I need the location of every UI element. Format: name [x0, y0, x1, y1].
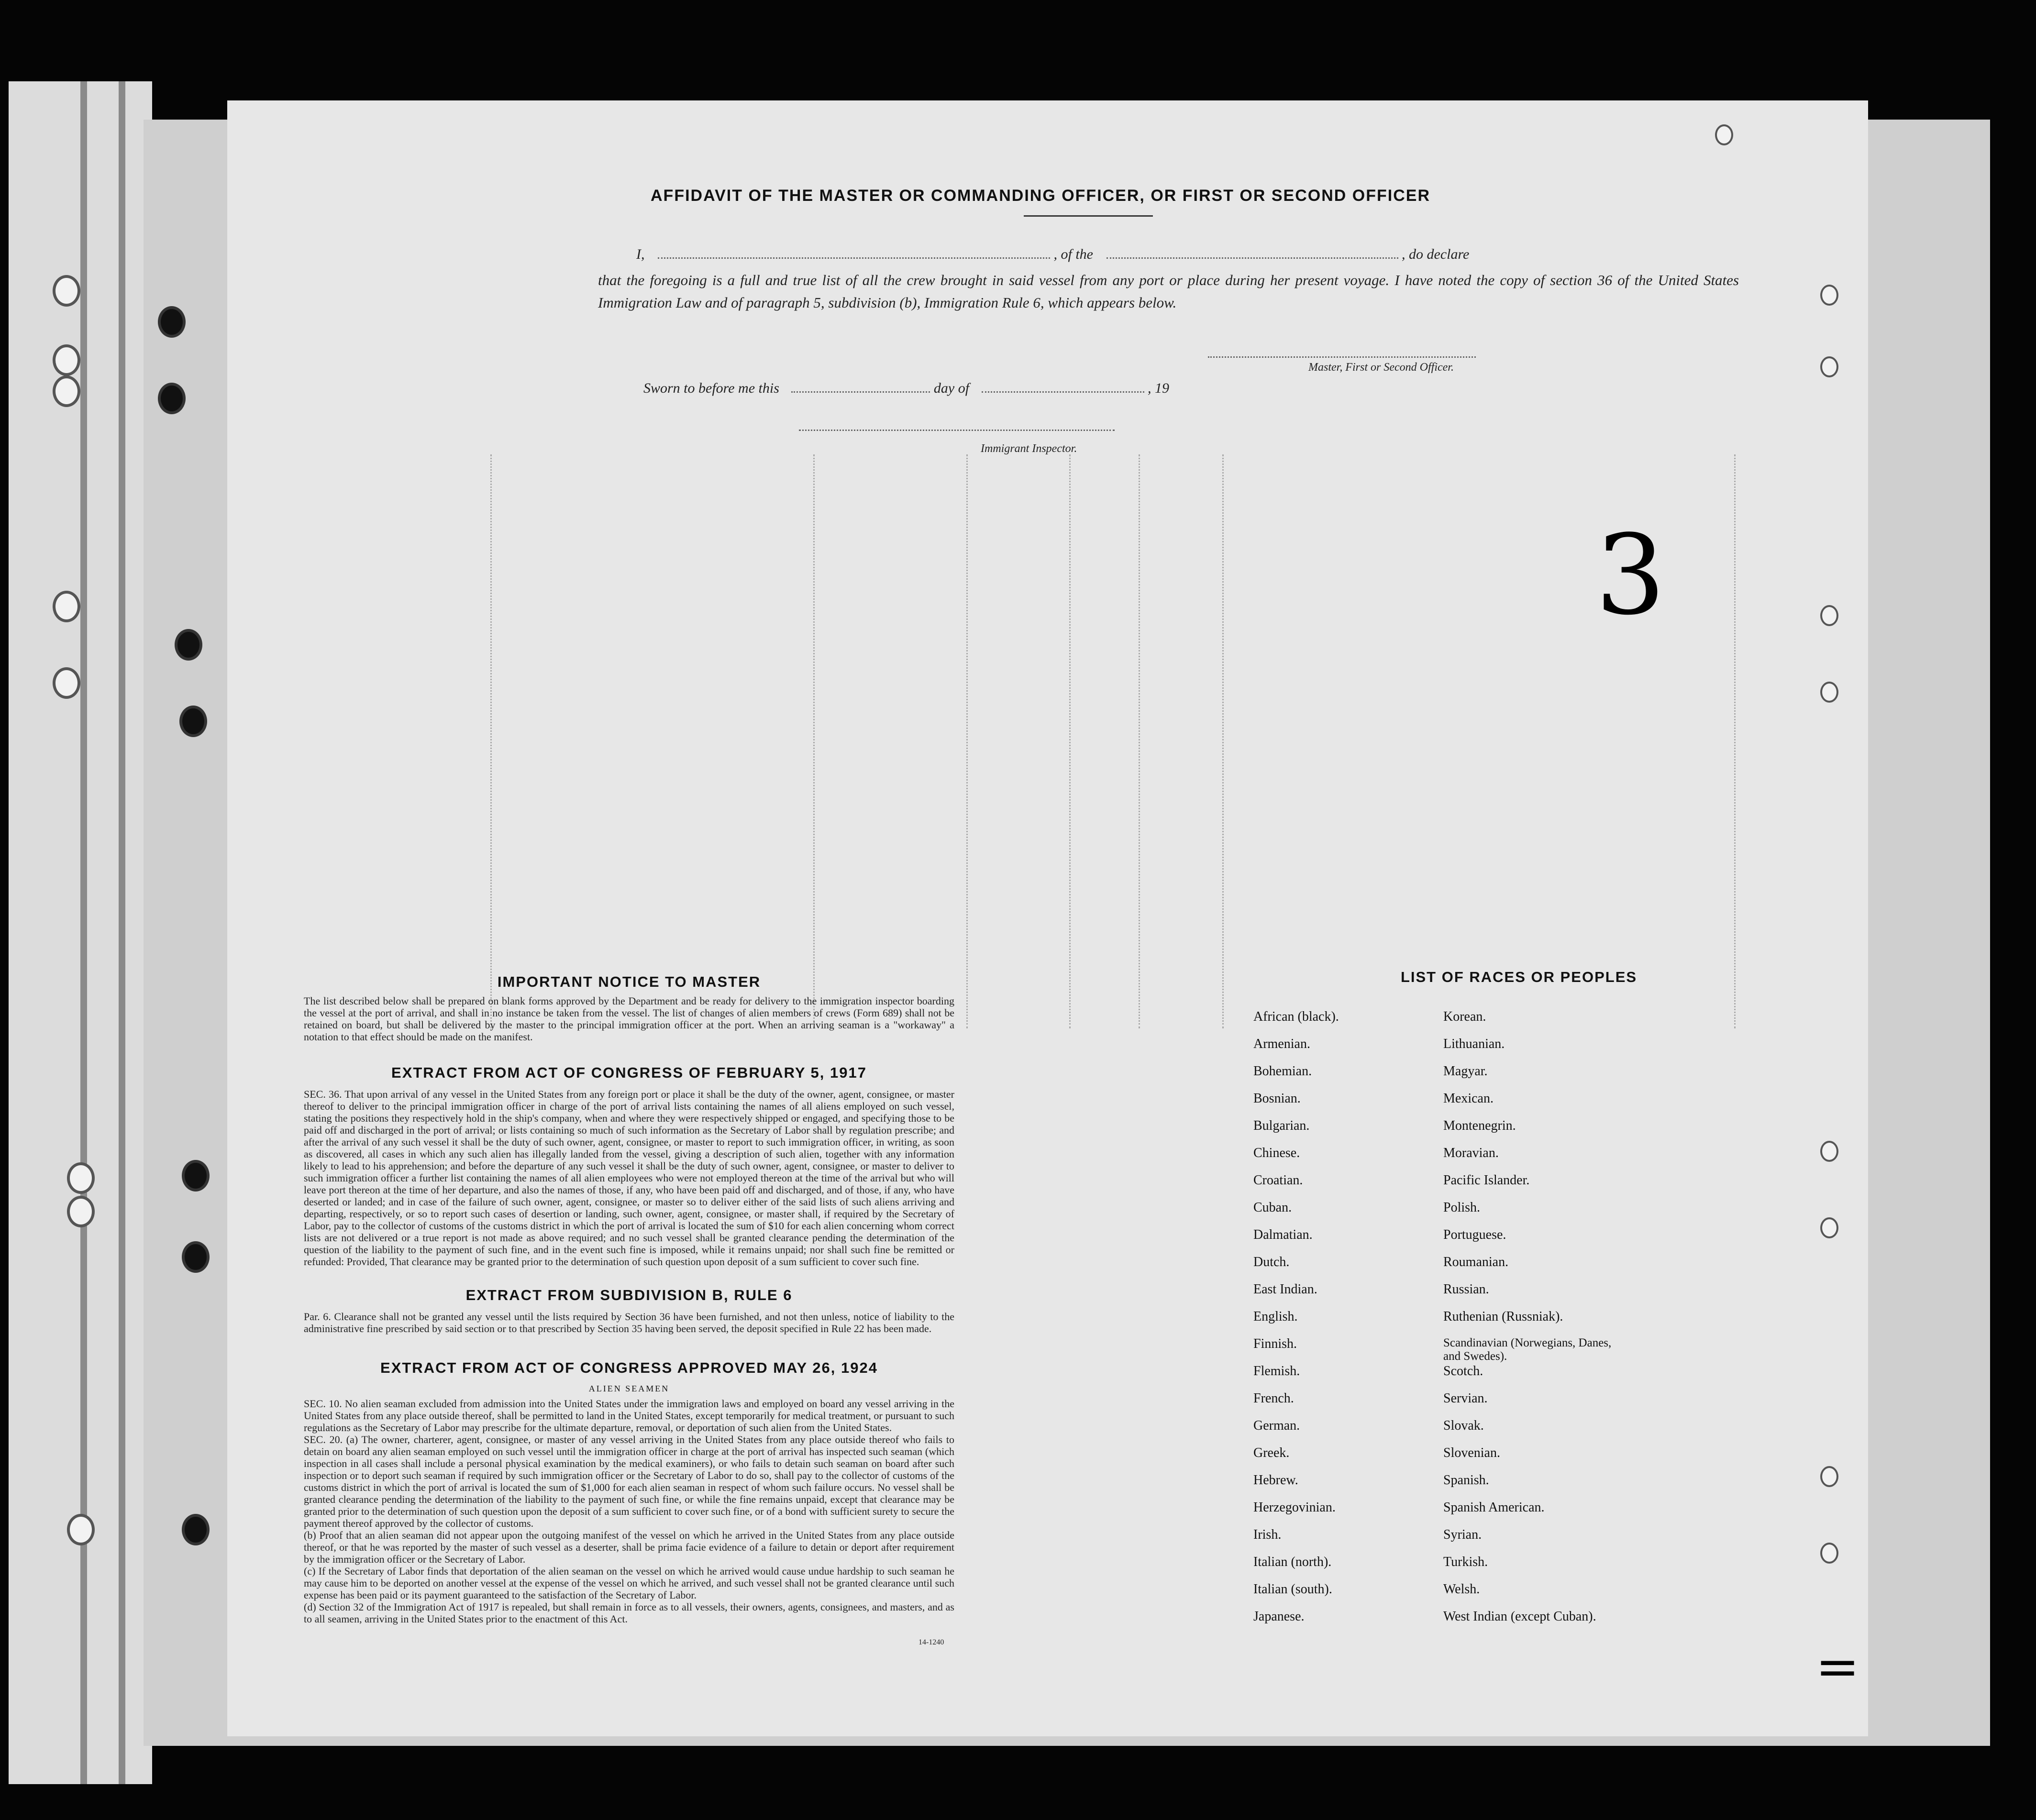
race-item: Japanese.	[1253, 1609, 1305, 1624]
signature-line[interactable]	[1208, 356, 1476, 358]
race-item: Ruthenian (Russniak).	[1443, 1309, 1563, 1324]
binder-hole	[182, 1160, 210, 1191]
race-item: Portuguese.	[1443, 1227, 1506, 1242]
declaration-body: that the foregoing is a full and true list of all the crew brought in said vessel from any port or place during her present voyage. I have noted the copy of section 36 of the United States Immigration Law and of paragraph 5, subdivision (b), Immigration Rule 6, which appears below.	[598, 272, 1739, 311]
race-item: German.	[1253, 1418, 1300, 1433]
binder-hole	[53, 344, 80, 376]
race-item: Magyar.	[1443, 1064, 1488, 1079]
form-number: 14-1240	[918, 1638, 944, 1646]
race-item: Scotch.	[1443, 1364, 1483, 1379]
name-blank[interactable]	[658, 257, 1050, 259]
race-item: Armenian.	[1253, 1037, 1310, 1051]
sworn-month-blank[interactable]	[982, 391, 1144, 393]
race-item: Servian.	[1443, 1391, 1488, 1406]
binder-hole	[158, 383, 186, 414]
race-item: Slovenian.	[1443, 1445, 1500, 1460]
race-item: French.	[1253, 1391, 1294, 1406]
binder-hole	[182, 1241, 210, 1273]
race-item: Moravian.	[1443, 1146, 1499, 1160]
races-title: LIST OF RACES OR PEOPLES	[1400, 969, 1638, 985]
race-item: Scandinavian (Norwegians, Danes, and Swedes).	[1443, 1336, 1612, 1363]
binder-hole	[67, 1162, 95, 1194]
affidavit-title: AFFIDAVIT OF THE MASTER OR COMMANDING OFFICER, OR FIRST OR SECOND OFFICER	[651, 187, 1430, 205]
race-item: Bosnian.	[1253, 1091, 1301, 1106]
binder-hole	[67, 1514, 95, 1545]
page-hole	[1820, 356, 1838, 377]
handwritten-mark: 3	[1595, 512, 1666, 640]
sec-20d: (d) Section 32 of the Immigration Act of 1917 is repealed, but shall remain in force as to all vessels, their owners, agents, consignees, and masters, and as to all seamen, arriving in the United States prior to the enactment of this Act.	[304, 1601, 954, 1625]
binder-hole	[53, 667, 80, 699]
page-hole	[1715, 124, 1733, 145]
binder-hole	[182, 1514, 210, 1545]
race-item: Italian (south).	[1253, 1582, 1332, 1597]
race-item: Greek.	[1253, 1445, 1290, 1460]
race-item: English.	[1253, 1309, 1298, 1324]
declaration-i: I,	[636, 246, 645, 262]
notice-title: IMPORTANT NOTICE TO MASTER	[497, 973, 761, 990]
sworn-prefix: Sworn to before me this	[643, 380, 779, 396]
bleed-through-line	[1734, 454, 1736, 1028]
bleed-through-line	[813, 454, 815, 1028]
signature-label: Master, First or Second Officer.	[1308, 361, 1454, 374]
binder-hole	[53, 591, 80, 622]
race-item: Irish.	[1253, 1527, 1282, 1542]
extract-1924-body	[304, 1398, 954, 1625]
page-hole	[1820, 682, 1838, 703]
race-item: Flemish.	[1253, 1364, 1300, 1379]
race-item: Russian.	[1443, 1282, 1489, 1297]
sworn-year: , 19	[1148, 380, 1170, 396]
binder-edge	[119, 81, 125, 1784]
race-item: Spanish.	[1443, 1473, 1489, 1488]
binder-hole	[53, 375, 80, 407]
race-item: Herzegovinian.	[1253, 1500, 1336, 1515]
binder-hole	[179, 706, 207, 737]
race-item: Croatian.	[1253, 1173, 1303, 1188]
race-item: Chinese.	[1253, 1146, 1300, 1160]
extract-1917-body: SEC. 36. That upon arrival of any vessel in the United States from any foreign port or place it shall be the duty of the owner, agent, consignee, or master thereof to deliver to the principal immigration officer in charge of the port of arrival lists containing the names of all aliens employed on such vessel, stating the positions they respectively hold in the ship's company, when and where they were respectively shipped or engaged, and specifying those to be paid off and discharged in the port of arrival; or lists containing so much of such information as the Secretary of Labor shall by regulation prescribe; and after the arrival of any such vessel it shall be the duty of such owner, agent, consignee, or master to report to such immigration officer, in writing, as soon as discovered, all cases in which any such alien has illegally landed from the vessel, giving a description of such alien, together with any information likely to lead to his apprehension; and before the departure of any such vessel it shall be the duty of such owner, agent, consignee, or master to deliver to such immigration officer a further list containing the names of all alien employees who were not employed thereon at the time of the arrival but who will leave port thereon at the time of her departure, and also the names of those, if any, who have been paid off and discharged, and of those, if any, who have deserted or landed; and in case of the failure of such owner, agent, consignee, or master so to deliver either of the said lists of such aliens arriving and departing, respectively, or so to report such cases of desertion or landing, such owner, agent, consignee, or master shall, if required by the Secretary of Labor, pay to the collector of customs of the customs district in which the port of arrival is located the sum of $10 for each alien concerning whom correct lists are not delivered or a true report is not made as above required; and no such vessel shall be granted clearance pending the determination of the question of the liability to the payment of such fine, and in the event such fine is imposed, while it remains unpaid; nor shall such fine be remitted or refunded: Provided, That clearance may be granted prior to the determination of such question upon deposit of a sum sufficient to cover such fine.	[304, 1088, 954, 1268]
document-page	[227, 100, 1868, 1736]
page-hole	[1820, 285, 1838, 306]
race-item: West Indian (except Cuban).	[1443, 1609, 1596, 1624]
race-item: Dutch.	[1253, 1255, 1290, 1269]
race-item: Polish.	[1443, 1200, 1481, 1215]
race-item: Bohemian.	[1253, 1064, 1312, 1079]
extract-1924-title: EXTRACT FROM ACT OF CONGRESS APPROVED MAY 26, 1924	[380, 1359, 878, 1376]
race-item: Lithuanian.	[1443, 1037, 1505, 1051]
vessel-blank[interactable]	[1107, 257, 1398, 259]
race-item: Bulgarian.	[1253, 1118, 1310, 1133]
declaration-declare: , do declare	[1402, 246, 1470, 262]
race-item: Korean.	[1443, 1009, 1486, 1024]
sec-10: SEC. 10. No alien seaman excluded from admission into the United States under the immigration laws and employed on board any vessel arriving in the United States from any place outside thereof, shall be permitted to land in the United States, except temporarily for medical treatment, or pursuant to such regulations as the Secretary of Labor may prescribe for the ultimate departure, removal, or deportation of such alien from the United States.	[304, 1398, 954, 1434]
notice-body: The list described below shall be prepared on blank forms approved by the Department and be ready for delivery to the immigration inspector boarding the vessel at the port of arrival, and shall in no instance be taken from the vessel. The list of changes of alien members of crews (Form 689) shall not be retained on board, but shall be delivered by the master to the principal immigration officer at the port. When an arriving seaman is a "workaway" a notation to that effect should be made on the manifest.	[304, 995, 954, 1043]
extract-rule6-body: Par. 6. Clearance shall not be granted any vessel until the lists required by Section 36 have been furnished, and not then unless, notice of liability to the administrative fine prescribed by said section or to that prescribed by Section 35 having been served, the deposit specified in Rule 22 has been made.	[304, 1311, 954, 1335]
race-item: Pacific Islander.	[1443, 1173, 1530, 1188]
page-hole	[1820, 605, 1838, 626]
extract-1917-title: EXTRACT FROM ACT OF CONGRESS OF FEBRUARY 5, 1917	[391, 1064, 867, 1081]
sworn-date-blank[interactable]	[791, 391, 930, 393]
page-hole	[1820, 1543, 1838, 1564]
inspector-label: Immigrant Inspector.	[981, 442, 1077, 455]
race-item: Turkish.	[1443, 1555, 1488, 1569]
sec-20a: SEC. 20. (a) The owner, charterer, agent, consignee, or master of any vessel arriving in the United States from any place outside thereof who fails to detain on board any alien seaman employed on such vessel until the immigration officer in charge at the port of arrival has inspected such seaman (which inspection in all cases shall include a personal physical examination by the medical examiners), or who fails to detain such seaman on board after such inspection or to deport such seaman if required by such immigration officer or the Secretary of Labor to do so, shall pay to the collector of customs of the customs district in which the port of arrival is located the sum of $1,000 for each alien seaman in respect of whom such failure occurs. No vessel shall be granted clearance pending the determination of the liability to the payment of such fine, or while the fine remains unpaid, except that clearance may be granted prior to the determination of such question upon the deposit of a sum sufficient to cover such fine, or of a bond with sufficient surety to secure the payment thereof approved by the collector of customs.	[304, 1434, 954, 1529]
race-item: Cuban.	[1253, 1200, 1292, 1215]
race-item: Italian (north).	[1253, 1555, 1332, 1569]
race-item: East Indian.	[1253, 1282, 1317, 1297]
binder-hole	[175, 629, 202, 661]
race-item: African (black).	[1253, 1009, 1339, 1024]
race-item: Mexican.	[1443, 1091, 1494, 1106]
bleed-through-line	[1222, 454, 1224, 1028]
race-item: Dalmatian.	[1253, 1227, 1313, 1242]
title-rule	[1024, 215, 1153, 217]
race-item: Welsh.	[1443, 1582, 1480, 1597]
page-hole	[1820, 1466, 1838, 1487]
race-item: Hebrew.	[1253, 1473, 1298, 1488]
race-item: Montenegrin.	[1443, 1118, 1516, 1133]
race-item: Slovak.	[1443, 1418, 1484, 1433]
binder-hole	[53, 275, 80, 307]
bleed-through-line	[966, 454, 968, 1028]
binder-hole	[67, 1196, 95, 1227]
page-hole	[1820, 1217, 1838, 1238]
declaration-line	[636, 246, 1739, 263]
sec-20c: (c) If the Secretary of Labor finds that deportation of the alien seaman on the vessel on which he arrived would cause undue hardship to such seaman he may cause him to be deported on another vessel at the expense of the vessel on which he arrived, and such vessel shall not be granted clearance until such expense has been paid or its payment guaranteed to the satisfaction of the Secretary of Labor.	[304, 1565, 954, 1601]
sworn-day: day of	[933, 380, 970, 396]
sec-20b: (b) Proof that an alien seaman did not appear upon the outgoing manifest of the vessel on which he arrived in the United States from any place outside thereof, or that he was reported by the master of such vessel as a deserter, shall be prima facie evidence of a failure to detain or deport after requirement by the immigration officer or the Secretary of Labor.	[304, 1529, 954, 1565]
handwritten-mark: =	[1815, 1636, 1860, 1697]
page-hole	[1820, 1141, 1838, 1162]
bleed-through-line	[490, 454, 492, 1028]
race-item: Syrian.	[1443, 1527, 1482, 1542]
declaration-of-the: , of the	[1053, 246, 1093, 262]
binder-hole	[158, 306, 186, 338]
bleed-through-line	[1069, 454, 1071, 1028]
extract-1924-subtitle: ALIEN SEAMEN	[588, 1384, 670, 1393]
extract-rule6-title: EXTRACT FROM SUBDIVISION B, RULE 6	[465, 1287, 793, 1303]
sworn-line	[643, 380, 1457, 397]
inspector-line[interactable]	[799, 430, 1115, 431]
bleed-through-line	[1139, 454, 1140, 1028]
race-item: Spanish American.	[1443, 1500, 1545, 1515]
race-item: Roumanian.	[1443, 1255, 1509, 1269]
race-item: Finnish.	[1253, 1336, 1297, 1351]
